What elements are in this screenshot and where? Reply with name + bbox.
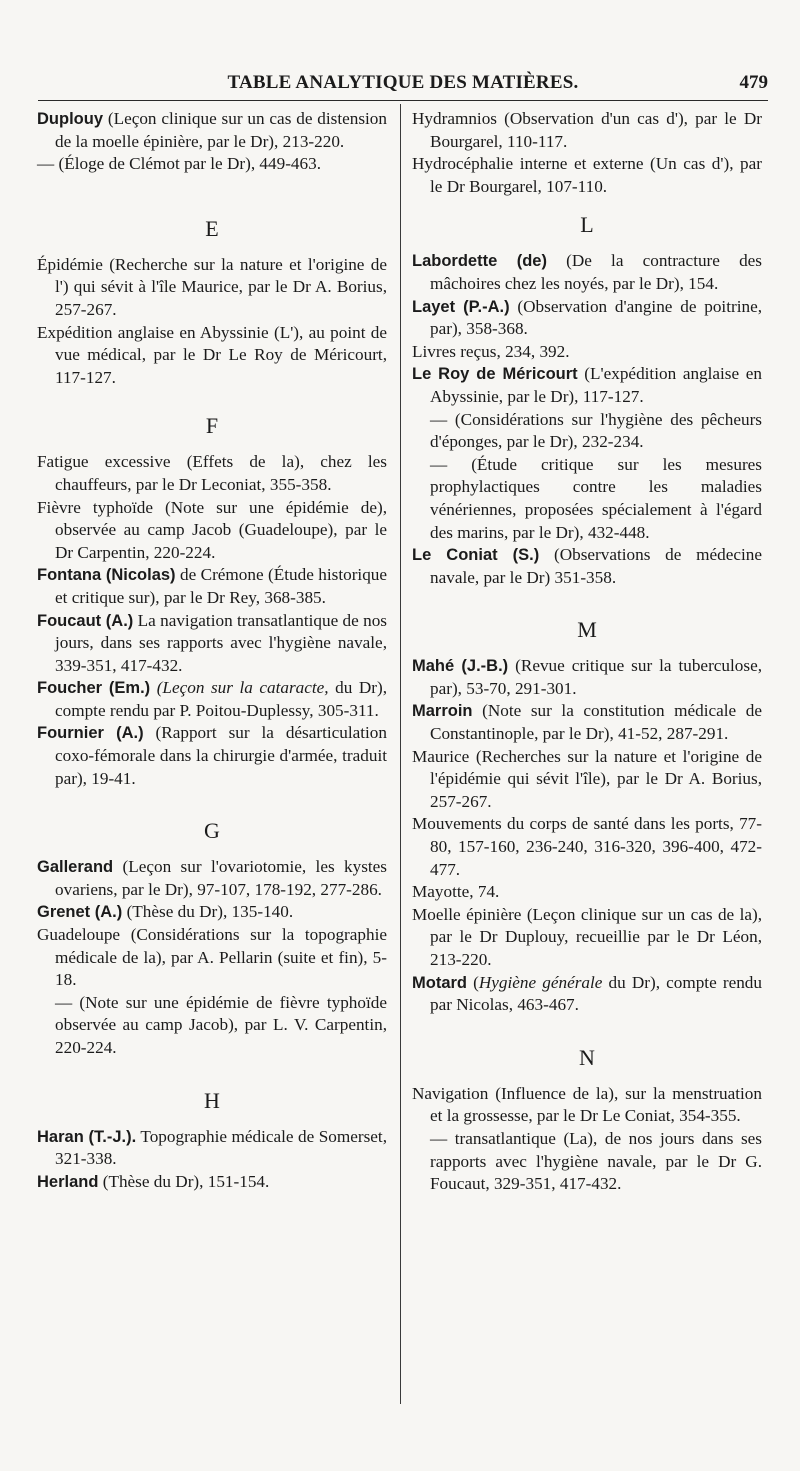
index-entry [37, 1126, 387, 1171]
index-entry [37, 610, 387, 678]
index-entry [412, 655, 762, 700]
section-letter-g: G [204, 818, 220, 844]
index-entry [37, 108, 387, 153]
index-entry [37, 564, 387, 609]
page-title: TABLE ANALYTIQUE DES MATIÈRES. [227, 72, 579, 93]
entry-text: (Note sur la constitution médicale de Constantinople, par le Dr), 41-52, 287-291. [430, 701, 762, 744]
index-entry: Fatigue excessive (Effets de la), chez les chauffeurs, par le Dr Leconiat, 355-358. [37, 452, 387, 494]
index-entry: Guadeloupe (Considérations sur la topographie médicale de la), par A. Pellarin (suite et fin), 5-18. [37, 925, 387, 990]
index-entry: Mayotte, 74. [412, 882, 500, 902]
entry-heading: Motard [412, 973, 467, 992]
entry-text: (Revue critique sur la tuberculose, par), 53-70, 291-301. [430, 656, 762, 698]
index-entry: — (Note sur une épidémie de fièvre typhoïde observée au camp Jacob), par L. V. Carpentin, 220-224. [55, 992, 387, 1057]
column-divider [400, 104, 401, 1404]
entry-heading: Fournier (A.) [37, 724, 144, 743]
entry-italic: Hygiène générale [478, 972, 603, 992]
entry-heading: Le Roy de Méricourt [412, 365, 578, 384]
index-entry [412, 700, 762, 745]
index-entry: — transatlantique (La), de nos jours dans ses rapports avec l'hygiène navale, par le Dr G. Foucaut, 329-351, 417-432. [430, 1128, 762, 1194]
index-entry [412, 972, 762, 1017]
entry-text: (Leçon clinique sur un cas de distension de la moelle épinière, par le Dr), 213-220. [55, 109, 387, 151]
entry-text: La navigation transatlantique de nos jours, dans ses rapports avec l'hygiène navale, 339-351, 417-432. [55, 610, 387, 675]
entry-text: du Dr), compte rendu par Nicolas, 463-467. [430, 972, 762, 1015]
section-letter-e: E [205, 215, 219, 241]
entry-text: du Dr), compte rendu par P. Poitou-Duplessy, 305-311. [55, 678, 387, 720]
index-entry: Moelle épinière (Leçon clinique sur un cas de la), par le Dr Duplouy, recueillie par le Dr Léon, 213-220. [412, 904, 762, 969]
section-letter-f: F [205, 413, 219, 439]
entry-text: ( [467, 972, 479, 992]
entry-heading: Marroin [412, 702, 473, 721]
entry-heading: Fontana (Nicolas) [37, 566, 176, 585]
entry-heading: Labordette (de) [412, 252, 547, 271]
section-letter-l: L [580, 212, 594, 238]
right-column [412, 108, 762, 1196]
entry-text: (Thèse du Dr), 135-140. [122, 902, 294, 922]
index-entry [37, 677, 387, 722]
entry-text: (Observations de médecine navale, par le Dr) 351-358. [430, 545, 762, 587]
entry-text: Topographie médicale de Somerset, 321-338. [55, 1126, 387, 1169]
index-entry: Expédition anglaise en Abyssinie (L'), au point de vue médical, par le Dr Le Roy de Méricourt, 117-127. [37, 322, 387, 387]
entry-heading: Foucaut (A.) [37, 611, 134, 630]
entry-text: (Leçon sur l'ovariotomie, les kystes ovariens, par le Dr), 97-107, 178-192, 277-286. [55, 857, 387, 899]
page-number: 479 [739, 72, 768, 93]
index-entry: Livres reçus, 234, 392. [412, 341, 570, 361]
entry-heading: Gallerand [37, 858, 114, 877]
entry-heading: Le Coniat (S.) [412, 546, 540, 565]
index-entry [412, 363, 762, 408]
entry-heading: Mahé (J.-B.) [412, 657, 509, 676]
entry-heading: Layet (P.-A.) [412, 297, 510, 316]
running-header [38, 72, 768, 101]
entry-text: (Thèse du Dr), 151-154. [98, 1171, 270, 1191]
section-letter-m: M [577, 617, 597, 643]
entry-heading: Foucher (Em.) [37, 679, 151, 698]
index-entry: — (Considérations sur l'hygiène des pêcheurs d'éponges, par le Dr), 232-234. [430, 409, 762, 452]
index-entry: Mouvements du corps de santé dans les ports, 77-80, 157-160, 236-240, 316-320, 396-400, 472-477. [412, 814, 762, 879]
index-entry [37, 901, 387, 924]
index-entry [37, 856, 387, 901]
entry-heading: Haran (T.-J.). [37, 1127, 137, 1146]
index-entry: — (Éloge de Clémot par le Dr), 449-463. [37, 154, 321, 174]
entry-text: (De la contracture des mâchoires chez les noyés, par le Dr), 154. [430, 251, 762, 293]
index-entry: Épidémie (Recherche sur la nature et l'origine de l') qui sévit à l'île Maurice, par le Dr A. Borius, 257-267. [37, 254, 387, 319]
index-entry: — (Étude critique sur les mesures prophylactiques contre les maladies vénériennes, proposées spécialement à l'égard des marins, par le Dr), 432-448. [430, 454, 762, 542]
index-entry: Maurice (Recherches sur la nature et l'origine de l'épidémie qui sévit l'île), par le Dr A. Borius, 257-267. [412, 746, 762, 811]
entry-text: (L'expédition anglaise en Abyssinie, par le Dr), 117-127. [430, 364, 762, 406]
index-entry: Hydramnios (Observation d'un cas d'), par le Dr Bourgarel, 110-117. [412, 109, 762, 151]
left-column [37, 108, 387, 1193]
entry-text: (Observation d'angine de poitrine, par), 358-368. [430, 296, 762, 339]
index-entry: Fièvre typhoïde (Note sur une épidémie de), observée au camp Jacob (Guadeloupe), par le Dr Carpentin, 220-224. [37, 497, 387, 562]
index-entry [37, 722, 387, 790]
index-entry [412, 250, 762, 295]
entry-text: de Crémone (Étude historique et critique sur), par le Dr Rey, 368-385. [55, 565, 388, 607]
index-entry [412, 296, 762, 341]
section-letter-h: H [204, 1087, 220, 1113]
index-entry [412, 544, 762, 589]
entry-italic: (Leçon sur la cataracte, [150, 678, 329, 698]
section-letter-n: N [579, 1044, 595, 1070]
entry-heading: Herland [37, 1172, 99, 1191]
entry-text: (Rapport sur la désarticulation coxo-fémorale dans la chirurgie d'armée, traduit par), 19-41. [55, 723, 387, 788]
entry-heading: Duplouy [37, 110, 103, 128]
index-entry: Hydrocéphalie interne et externe (Un cas d'), par le Dr Bourgarel, 107-110. [412, 154, 762, 196]
index-entry [37, 1171, 387, 1194]
entry-heading: Grenet (A.) [37, 903, 123, 922]
index-entry: Navigation (Influence de la), sur la menstruation et la grossesse, par le Dr Le Coniat, 354-355. [412, 1083, 762, 1126]
